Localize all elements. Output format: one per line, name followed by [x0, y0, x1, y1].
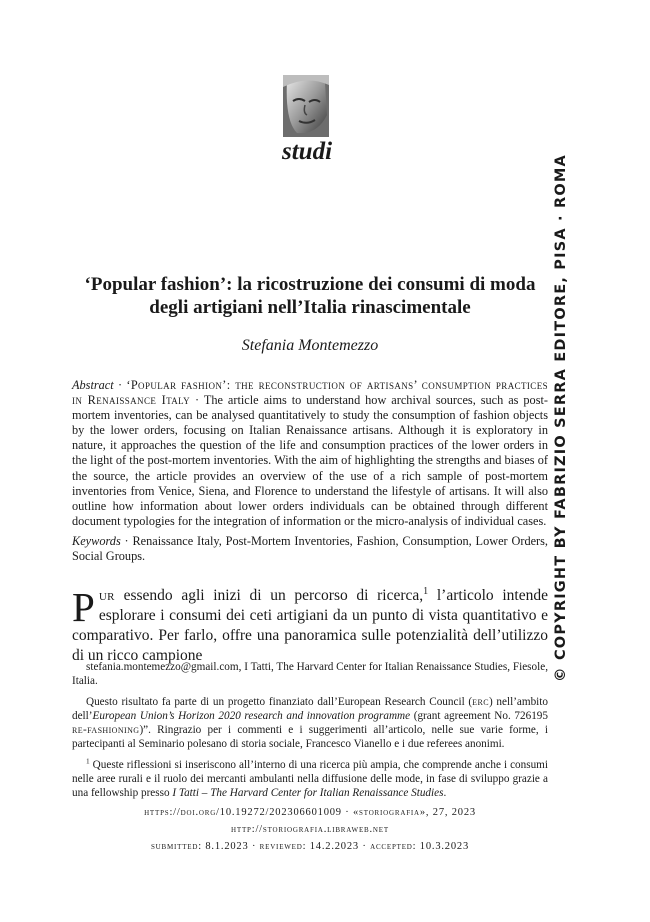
- abstract-heading: ‘Popular fashion’: the reconstruction of artisans’ consumption practices in Renaissance Italy: [72, 378, 549, 408]
- first-word-smallcaps: ur: [98, 587, 115, 604]
- url-line[interactable]: http://storiografia.libraweb.net: [231, 824, 389, 835]
- title-line-2: degli artigiani nell’Italia rinascimentale: [149, 297, 471, 318]
- footnote-1: [72, 758, 548, 800]
- body-paragraph: [72, 586, 548, 666]
- keywords-label: Keywords: [72, 533, 121, 548]
- abstract-sep: ·: [113, 378, 127, 392]
- funding-text-d: )”. Ringrazio per i commenti e i suggerimenti all’articolo, nelle sue varie forme, i partecipanti al Seminario polesano di storia sociale, Francesco Vianello e i due referees anonimi.: [72, 724, 548, 750]
- footnote-ref-1[interactable]: 1: [423, 585, 429, 597]
- footnote-1-text-b: .: [443, 787, 447, 799]
- keywords-paragraph: [72, 534, 548, 564]
- abstract-label: Abstract: [72, 378, 114, 392]
- doi-line[interactable]: https://doi.org/10.19272/202306601009 · «storiografia», 27, 2023: [144, 807, 476, 818]
- body-text: [72, 586, 548, 666]
- drop-cap: P: [72, 584, 95, 630]
- footnote-1-institution: I Tatti – The Harvard Center for Italian Renaissance Studies: [172, 787, 444, 799]
- funding-programme: European Union’s Horizon 2020 research and innovation programme: [92, 710, 411, 722]
- dates-line: submitted: 8.1.2023 · reviewed: 14.2.2023 · accepted: 10.3.2023: [150, 841, 470, 852]
- abstract-paragraph: [72, 378, 548, 529]
- funding-note: [72, 695, 548, 751]
- journal-logo: [283, 75, 329, 137]
- footnotes: [72, 660, 548, 807]
- title-line-1: ‘Popular fashion’: la ricostruzione dei consumi di moda: [84, 274, 536, 295]
- funding-text-c: (grant agreement No. 726195: [410, 710, 548, 722]
- footnote-1-number: 1: [86, 757, 90, 766]
- keywords-text: · Renaissance Italy, Post-Mortem Inventories, Fashion, Consumption, Lower Orders, Social Groups.: [72, 533, 548, 564]
- body-text-b: l’articolo intende esplorare i consumi dei ceti artigiani da un punto di vista quantitativo e comparativo. Per farlo, offre una panoramica sulle potenzialità dell’utilizzo di un ricco campione: [72, 587, 548, 664]
- author-name: Stefania Montemezzo: [241, 337, 379, 354]
- funding-erc: erc: [472, 696, 489, 708]
- abstract-text: · The article aims to understand how archival sources, such as post-mortem inventories, can be analysed quantitatively to study the consumption of fashion objects by the lower orders, focusing on Italian Renaissance artisans. Although it is exploratory in nature, it approaches the question of the life and consumption practices of the lower orders in the light of the post-mortem inventories. With the aim of highlighting the strengths and biases of the source, the article provides an overview of the use of a rich sample of post-mortem inventories from Venice, Siena, and Florence to understand the lifestyle of artisans. It will also outline how information about lower orders individuals can be obtained through different document typologies for the integration of information or the micro-analysis of individual cases.: [72, 393, 549, 528]
- affiliation-note: stefania.montemezzo@gmail.com, I Tatti, The Harvard Center for Italian Renaissance Studies, Fiesole, Italia.: [72, 661, 548, 687]
- copyright-notice: © COPYRIGHT BY FABRIZIO SERRA EDITORE, PISA · ROMA: [553, 154, 569, 682]
- body-text-a: essendo agli inizi di un percorso di ricerca,: [114, 587, 424, 604]
- funding-text-a: Questo risultato fa parte di un progetto finanziato dall’European Research Council (: [86, 696, 473, 708]
- article-title: [60, 273, 560, 319]
- abstract-block: [72, 378, 548, 564]
- footnote-1-text-a: Queste riflessioni si inseriscono all’interno di una ricerca più ampia, che comprende anche i consumi nelle aree rurali e il ruolo dei mercanti ambulanti nella diffusione delle mode, in fase di sviluppo grazie a una fellowship presso: [72, 759, 548, 799]
- section-label: studi: [281, 138, 333, 165]
- funding-text-b: ) nell’ambito dell’: [72, 696, 548, 722]
- funding-project: re-fashioning: [72, 724, 140, 736]
